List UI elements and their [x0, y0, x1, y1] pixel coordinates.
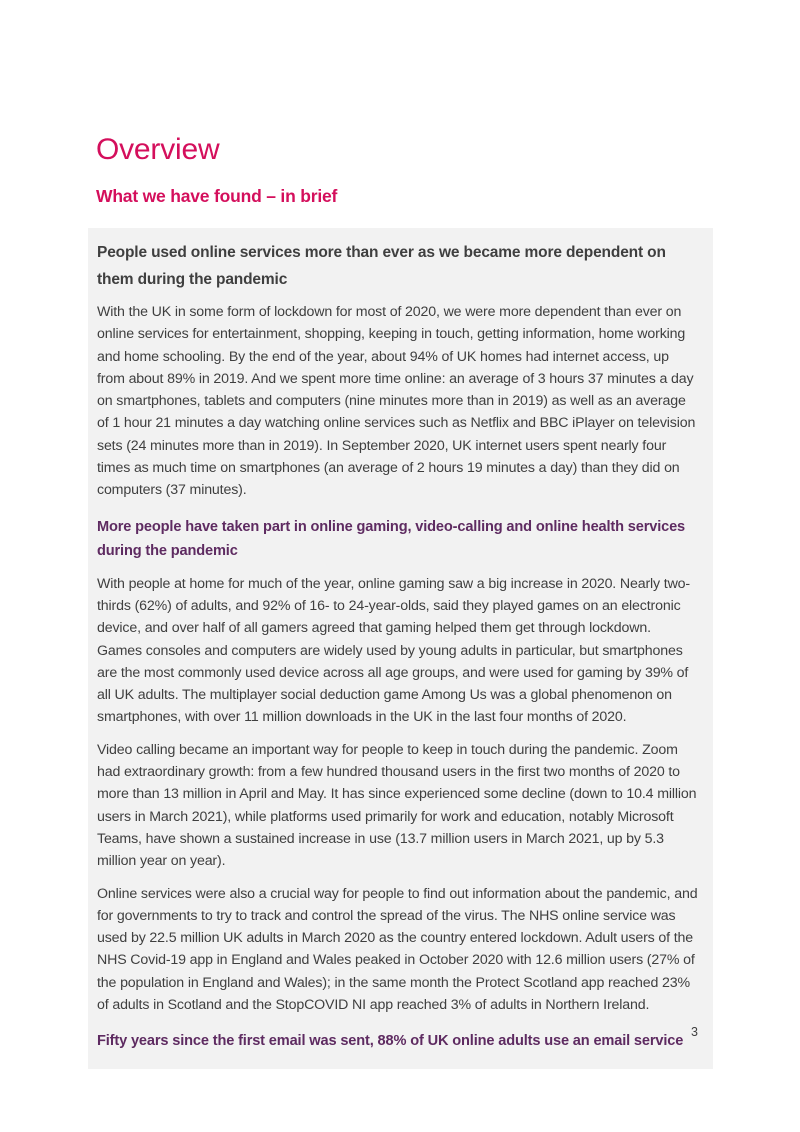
section-heading: What we have found – in brief — [96, 186, 338, 206]
paragraph-gaming: With people at home for much of the year, online gaming saw a big increase in 2020. Nearly two-thirds (62%) of adults, and 92% of 16- to 24-year-olds, said they played games on an electronic device, and over half of all gamers agreed that gaming helped them get through lockdown. Games consoles and computers are widely used by young adults in particular, but smartphones are the most commonly used device across all age groups, and were used for gaming by 39% of all UK adults. The multiplayer social deduction game Among Us was a global phenomenon on smartphones, with over 11 million downloads in the UK in the last four months of 2020. — [97, 575, 690, 726]
summary-box — [88, 228, 713, 1069]
box-heading: People used online services more than ever as we became more dependent on them during the pandemic — [97, 244, 666, 288]
subheading-gaming-videocalling: More people have taken part in online gaming, video-calling and online health services during the pandemic — [97, 518, 686, 559]
paragraph-video-calling: Video calling became an important way for people to keep in touch during the pandemic. Zoom had extraordinary growth: from a few hundred thousand users in the first two months of 2020 to more than 13 million in April and May. It has since experienced some decline (down to 10.4 million users in March 2021), while platforms used primarily for work and education, notably Microsoft Teams, have shown a sustained increase in use (13.7 million users in March 2021, up by 5.3 million year on year). — [97, 741, 697, 870]
paragraph-internet-use: With the UK in some form of lockdown for most of 2020, we were more dependent than ever on online services for entertainment, shopping, keeping in touch, getting information, home working and home schooling. By the end of the year, about 94% of UK homes had internet access, up from about 89% in 2019. And we spent more time online: an average of 3 hours 37 minutes a day on smartphones, tablets and computers (nine minutes more than in 2019) as well as an average of 1 hour 21 minutes a day watching online services such as Netflix and BBC iPlayer on television sets (24 minutes more than in 2019). In September 2020, UK internet users spent nearly four times as much time on smartphones (an average of 2 hours 19 minutes a day) than they did on computers (37 minutes). — [97, 304, 696, 499]
document-title: Overview — [96, 133, 220, 166]
paragraph-covid-apps: Online services were also a crucial way for people to find out information about the pandemic, and for governments to try to track and control the spread of the virus. The NHS online service was used by 22.5 million UK adults in March 2020 as the country entered lockdown. Adult users of the NHS Covid-19 app in England and Wales peaked in October 2020 with 12.6 million users (27% of the population in England and Wales); in the same month the Protect Scotland app reached 23% of adults in Scotland and the StopCOVID NI app reached 3% of adults in Northern Ireland. — [97, 885, 698, 1014]
subheading-email: Fifty years since the first email was sent, 88% of UK online adults use an email service — [97, 1033, 684, 1050]
page-number: 3 — [691, 1025, 698, 1039]
